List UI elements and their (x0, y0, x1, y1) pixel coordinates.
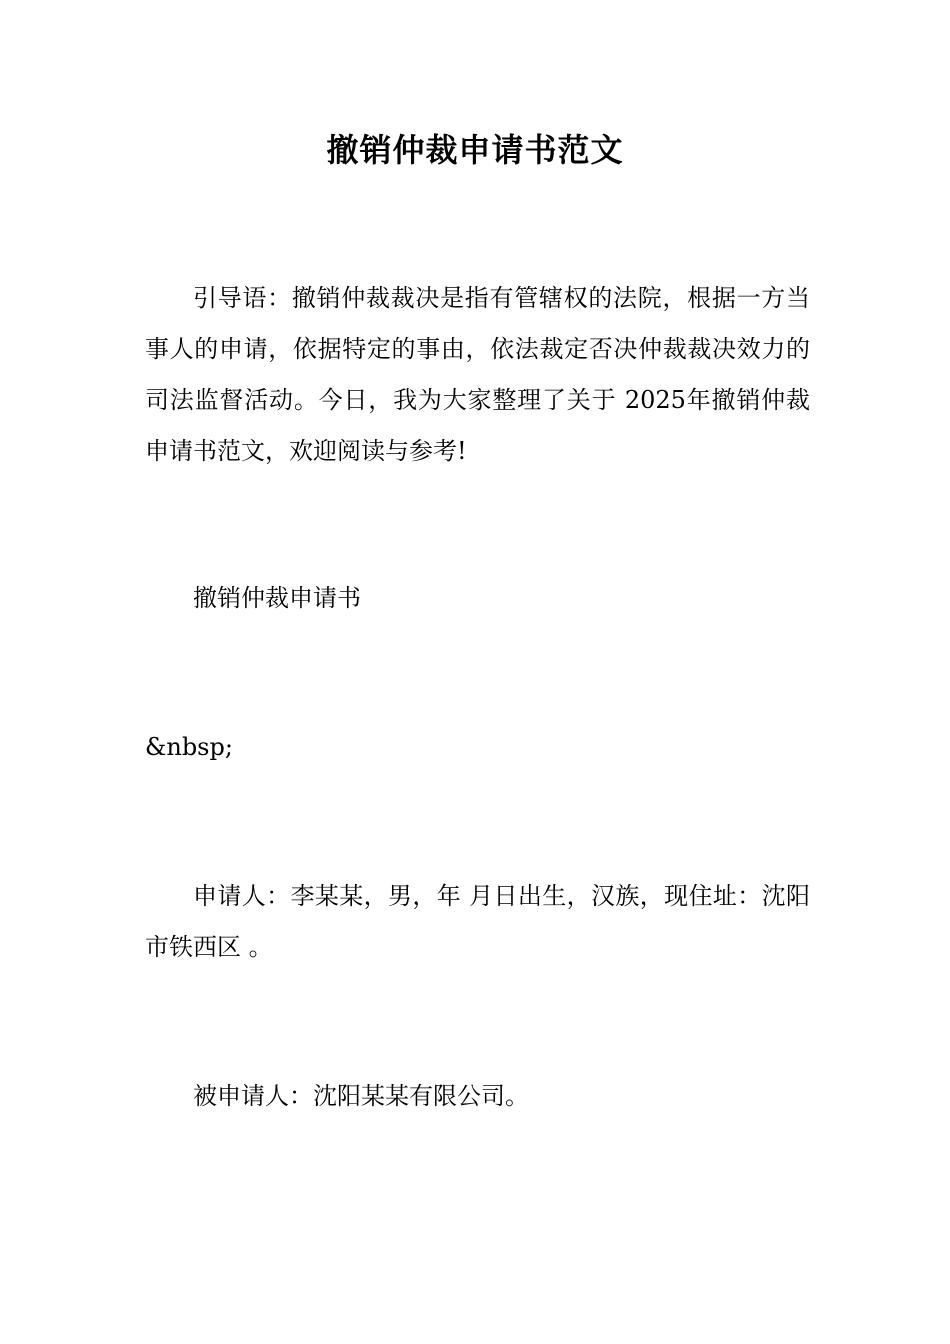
nbsp-line: &nbsp; (145, 733, 233, 761)
document-title: 撤销仲裁申请书范文 (326, 131, 624, 169)
applicant-paragraph: 申请人：李某某，男，年 月日出生，汉族，现住址：沈阳市铁西区 。 (145, 882, 810, 961)
section-heading: 撤销仲裁申请书 (193, 584, 361, 612)
respondent-paragraph: 被申请人：沈阳某某有限公司。 (193, 1082, 529, 1110)
intro-paragraph: 引导语：撤销仲裁裁决是指有管辖权的法院，根据一方当事人的申请，依据特定的事由，依法裁定否决仲裁裁决效力的司法监督活动。今日，我为大家整理了关于 2025年撤销仲裁申请书范文，欢迎阅读与参考! (145, 284, 810, 465)
